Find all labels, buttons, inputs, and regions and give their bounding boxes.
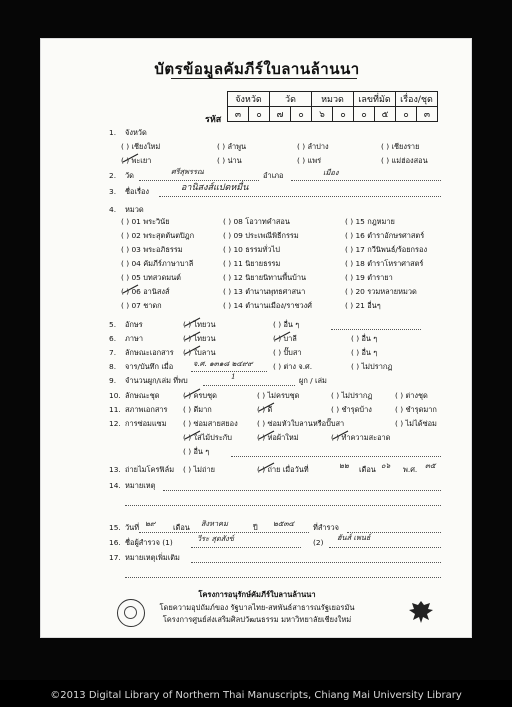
check-mark-icon xyxy=(183,344,203,358)
surveyor-name-2: ฮันส์ เพนธ์ xyxy=(337,533,371,542)
section-number: 7. xyxy=(109,348,117,357)
microfilm-option: ( ) ไม่ถ่าย xyxy=(183,465,216,474)
code-label: รหัส xyxy=(205,115,222,125)
code-digit: ๐ xyxy=(396,107,417,122)
code-digit: ๐ xyxy=(354,107,375,122)
code-digit: ๐ xyxy=(333,107,354,122)
language-option: ( ) อื่น ๆ xyxy=(351,334,378,343)
option-province: ( ) น่าน xyxy=(217,156,242,165)
check-mark-icon xyxy=(183,387,203,401)
document-type-label: ลักษณะเอกสาร xyxy=(125,348,174,357)
repair-option: ( ) ซ่อมหัวใบลานหรือปั๊บสา xyxy=(257,419,345,428)
survey-year: ๒๕๓๔ xyxy=(273,519,295,528)
set-status-option: ( ) ครบชุด xyxy=(183,391,217,400)
surveyor-line-1 xyxy=(191,547,301,548)
repair-option: ( ) ทำความสะอาด xyxy=(331,433,391,442)
section-number: 2. xyxy=(109,171,117,180)
category-option: ( ) 04 คัมภีร์ภาษาบาลี xyxy=(121,259,194,268)
survey-month-label: เดือน xyxy=(173,523,190,532)
microfilm-label: ถ่ายไมโครฟิล์ม xyxy=(125,465,175,474)
code-digit: ๗ xyxy=(270,107,291,122)
option-province: ( ) พะเยา xyxy=(121,156,152,165)
section-number: 1. xyxy=(109,128,117,137)
category-option: ( ) 09 ประเพณีพิธีกรรม xyxy=(223,231,299,240)
category-option: ( ) 17 กวีนิพนธ์/ร้อยกรอง xyxy=(345,245,428,254)
category-option: ( ) 06 อานิสงส์ xyxy=(121,287,170,296)
category-option: ( ) 12 นิยายนิทานพื้นบ้าน xyxy=(223,273,307,282)
survey-date-line xyxy=(139,532,309,533)
document-type-option: ( ) ใบลาน xyxy=(183,348,216,357)
footer-project: โครงการอนุรักษ์คัมภีร์ใบลานล้านนา xyxy=(198,590,316,599)
language-option: ( ) ไทยวน xyxy=(183,334,216,343)
inscribed-date-line xyxy=(191,371,267,372)
surveyor-label-2: (2) xyxy=(313,538,324,547)
additional-notes-line xyxy=(191,562,441,563)
option-province: ( ) ลำพูน xyxy=(217,142,247,151)
manuscript-card xyxy=(40,38,472,638)
condition-label: สภาพเอกสาร xyxy=(125,405,168,414)
amphoe-value: เมือง xyxy=(323,168,339,177)
inscribed-date-option: ( ) ไม่ปรากฏ xyxy=(351,362,393,371)
category-option: ( ) 07 ชาดก xyxy=(121,301,162,310)
footer-center: โครงการศูนย์ส่งเสริมศิลปวัฒนธรรม มหาวิทยาลัยเชียงใหม่ xyxy=(162,615,352,624)
language-label: ภาษา xyxy=(125,334,144,343)
category-option: ( ) 13 ตำนานพุทธศาสนา xyxy=(223,287,306,296)
repair-option: ( ) ห่อผ้าใหม่ xyxy=(257,433,299,442)
inscribed-date-value: จ.ศ. ๑๓๑๘ ๒๔๙๙ xyxy=(193,359,253,368)
section-number: 17. xyxy=(109,553,121,562)
code-header: เลขที่มัด xyxy=(354,92,396,107)
title-label: ชื่อเรื่อง xyxy=(125,187,149,196)
code-digit: ๓ xyxy=(228,107,249,122)
survey-day: ๒๙ xyxy=(145,519,156,528)
amphoe-label: อำเภอ xyxy=(263,171,284,180)
script-option: ( ) อื่น ๆ xyxy=(273,320,300,329)
document-type-option: ( ) ปั๊บสา xyxy=(273,348,302,357)
copyright-credit: ©2013 Digital Library of Northern Thai Manuscripts, Chiang Mai University Library xyxy=(50,690,462,701)
microfilm-option: ( ) ถ่าย เมื่อวันที่ xyxy=(257,465,309,474)
survey-place-label: ที่สำรวจ xyxy=(313,523,339,532)
category-option: ( ) 15 กฎหมาย xyxy=(345,217,395,226)
bundle-count-unit: ผูก / เล่ม xyxy=(299,376,327,385)
microfilm-day: ๒๒ xyxy=(339,461,349,470)
notes-line xyxy=(163,490,441,491)
script-label: อักษร xyxy=(125,320,143,329)
bundle-count-line xyxy=(203,385,295,386)
set-status-label: ลักษณะชุด xyxy=(125,391,160,400)
check-mark-icon xyxy=(257,401,277,415)
title-line xyxy=(159,196,441,197)
inscribed-date-label: จาร/บันทึก เมื่อ xyxy=(125,362,174,371)
section-number: 15. xyxy=(109,523,121,532)
code-digit: ๕ xyxy=(375,107,396,122)
code-header: หมวด xyxy=(312,92,354,107)
code-digit: ๐ xyxy=(291,107,312,122)
surveyor-name-1: วีระ สุดสังข์ xyxy=(197,534,234,543)
option-province: ( ) ลำปาง xyxy=(297,142,329,151)
code-digit: ๐ xyxy=(249,107,270,122)
code-table xyxy=(227,91,438,122)
category-option: ( ) 02 พระสุตตันตปิฎก xyxy=(121,231,195,240)
section-number: 4. xyxy=(109,205,117,214)
category-option: ( ) 05 บทสวดมนต์ xyxy=(121,273,181,282)
check-mark-icon xyxy=(273,330,293,344)
check-mark-icon xyxy=(183,429,203,443)
additional-notes-label: หมายเหตุเพิ่มเติม xyxy=(125,553,180,562)
section-number: 5. xyxy=(109,320,117,329)
check-mark-icon xyxy=(183,316,203,330)
category-option: ( ) 19 ตำรายา xyxy=(345,273,393,282)
category-label: หมวด xyxy=(125,205,144,214)
repair-option: ( ) ใส่ไม้ประกับ xyxy=(183,433,232,442)
category-option: ( ) 10 ธรรมทั่วไป xyxy=(223,245,280,254)
bundle-count-label: จำนวนผูก/เล่ม ที่พบ xyxy=(125,376,188,385)
surveyor-label: ชื่อผู้สำรวจ (1) xyxy=(125,538,173,547)
option-province: ( ) แพร่ xyxy=(297,156,322,165)
section-number: 14. xyxy=(109,481,121,490)
condition-option: ( ) ชำรุดบ้าง xyxy=(331,405,372,414)
repair-option: ( ) อื่น ๆ xyxy=(183,447,210,456)
category-option: ( ) 14 ตำนานเมือง/ราชวงศ์ xyxy=(223,301,312,310)
category-option: ( ) 01 พระวินัย xyxy=(121,217,170,226)
script-option: ( ) ไทยวน xyxy=(183,320,216,329)
category-option: ( ) 20 รวมหลายหมวด xyxy=(345,287,417,296)
option-province: ( ) เชียงใหม่ xyxy=(121,142,161,151)
option-province: ( ) เชียงราย xyxy=(381,142,420,151)
code-digit: ๖ xyxy=(312,107,333,122)
set-status-option: ( ) ไม่ปรากฏ xyxy=(331,391,373,400)
check-mark-icon xyxy=(331,429,351,443)
inscribed-date-option: ( ) ต่าง จ.ศ. xyxy=(273,362,313,371)
repair-option: ( ) ซ่อมสายสยอง xyxy=(183,419,238,428)
condition-option: ( ) ดี xyxy=(257,405,273,414)
check-mark-icon xyxy=(183,330,203,344)
check-mark-icon xyxy=(121,152,141,166)
code-header: วัด xyxy=(270,92,312,107)
condition-option: ( ) ชำรุดมาก xyxy=(395,405,437,414)
condition-option: ( ) ดีมาก xyxy=(183,405,212,414)
amphoe-line xyxy=(291,180,441,181)
notes-label: หมายเหตุ xyxy=(125,481,156,490)
category-option: ( ) 11 นิยายธรรม xyxy=(223,259,281,268)
section-number: 16. xyxy=(109,538,121,547)
set-status-option: ( ) ไม่ครบชุด xyxy=(257,391,300,400)
section-number: 6. xyxy=(109,334,117,343)
temple-line xyxy=(139,180,259,181)
check-mark-icon xyxy=(121,283,141,297)
check-mark-icon xyxy=(257,429,277,443)
microfilm-year-label: พ.ศ. xyxy=(403,465,418,474)
section-number: 11. xyxy=(109,405,121,414)
check-mark-icon xyxy=(257,461,277,475)
title-value: อานิสงส์แปดหมื่น xyxy=(181,183,249,193)
section-number: 10. xyxy=(109,391,121,400)
category-option: ( ) 16 ตำราอักษรศาสตร์ xyxy=(345,231,425,240)
language-option: ( ) บาลี xyxy=(273,334,297,343)
option-province: ( ) แม่ฮ่องสอน xyxy=(381,156,428,165)
university-seal-icon xyxy=(117,599,145,627)
microfilm-month: ๐๖ xyxy=(381,461,391,470)
additional-notes-line xyxy=(125,577,441,578)
category-option: ( ) 21 อื่นๆ xyxy=(345,301,381,310)
title-underline xyxy=(171,78,357,79)
repair-label: การซ่อมแซม xyxy=(125,419,167,428)
repair-option: ( ) ไม่ได้ซ่อม xyxy=(395,419,437,428)
section-number: 8. xyxy=(109,362,117,371)
microfilm-year: ๓๕ xyxy=(425,461,436,470)
surveyor-line-2 xyxy=(329,547,441,548)
category-option: ( ) 18 ตำราโหราศาสตร์ xyxy=(345,259,424,268)
survey-date-label: วันที่ xyxy=(125,523,140,532)
section-number: 3. xyxy=(109,187,117,196)
temple-label: วัด xyxy=(125,171,134,180)
repair-other-line xyxy=(231,456,441,457)
category-option: ( ) 03 พระอภิธรรม xyxy=(121,245,183,254)
code-header: เรื่อง/ชุด xyxy=(396,92,438,107)
footer-sponsor: โดยความอุปถัมภ์ของ รัฐบาลไทย-สหพันธ์สาธารณรัฐเยอรมัน xyxy=(159,603,355,612)
section-number: 13. xyxy=(109,465,121,474)
survey-month: สิงหาคม xyxy=(201,519,228,528)
section-number: 12. xyxy=(109,419,121,428)
section-number: 9. xyxy=(109,376,117,385)
section-province-label: จังหวัด xyxy=(125,128,147,137)
code-digit: ๓ xyxy=(417,107,438,122)
temple-value: ศรีสุพรรณ xyxy=(171,167,204,176)
script-other-line xyxy=(331,329,421,330)
category-option: ( ) 08 โอวาทคำสอน xyxy=(223,217,290,226)
notes-line xyxy=(125,505,441,506)
microfilm-month-label: เดือน xyxy=(359,465,376,474)
document-type-option: ( ) อื่น ๆ xyxy=(351,348,378,357)
survey-year-label: ปี xyxy=(253,523,258,532)
german-eagle-icon xyxy=(407,598,435,626)
card-title: บัตรข้อมูลคัมภีร์ใบลานล้านนา xyxy=(154,60,360,78)
set-status-option: ( ) ต่างชุด xyxy=(395,391,428,400)
bundle-count-value: 1 xyxy=(231,372,236,381)
code-header: จังหวัด xyxy=(228,92,270,107)
